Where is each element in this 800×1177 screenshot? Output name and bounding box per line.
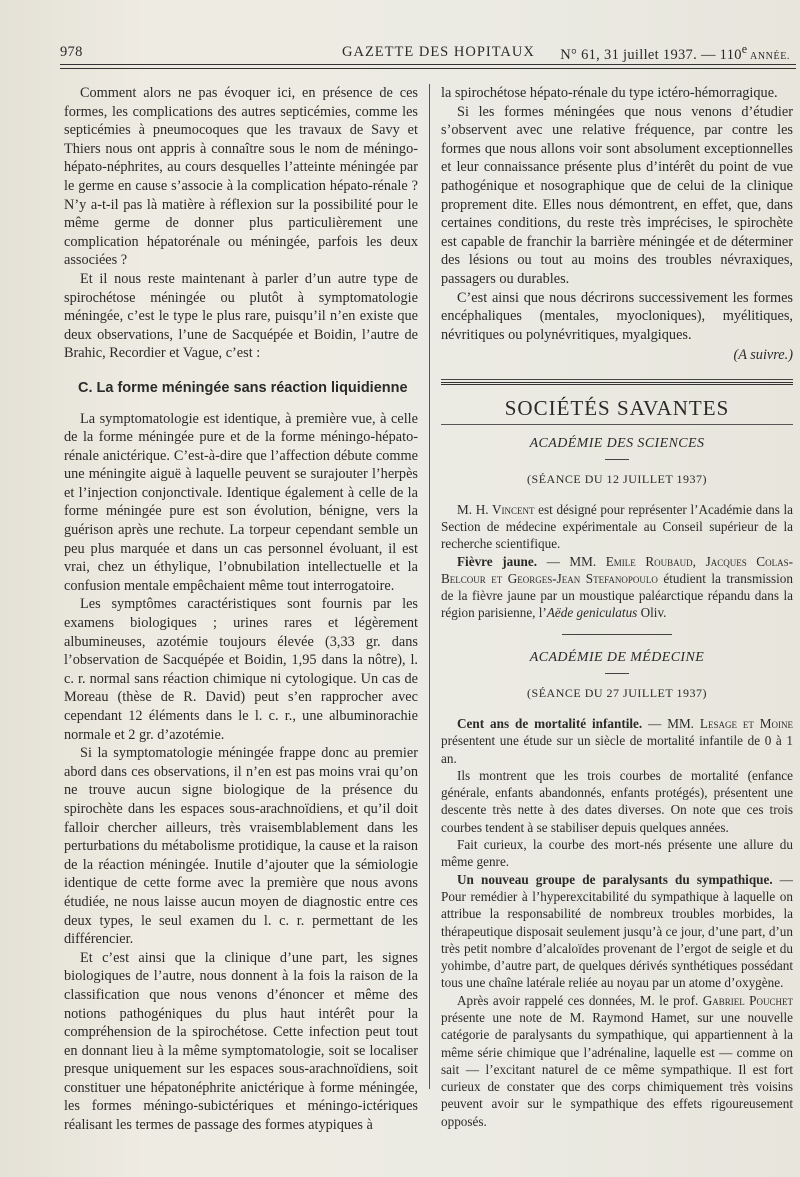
to-be-continued: (A suivre.): [733, 347, 793, 364]
mortalite-title: Cent ans de mortalité infantile.: [457, 715, 643, 731]
note-sympathique: [441, 871, 793, 992]
mortalite-text: présentent une étude sur un siècle de mortalité infantile de 0 à 1 an.: [441, 733, 793, 766]
left-paragraph-1: Comment alors ne pas évoquer ici, en présence de ces formes, les complications des autres septicémies, comme les septicémies à pneumocoques que les travaux de Savy et Thiers nous ont appris à connaître sous le nom de méningo-hépato-néphrites, au cours desquelles l’atteinte méningée par le germe en cause s’associe à la complication hépato-rénale ? N’y a-t-il pas là matière à réflexion sur la possibilité pour le même germe de donner plus particulièrement une complication hépatorénale ou méningée, parfois les deux associées ?: [64, 85, 418, 269]
fievre-jaune-authors: — MM. Emile Roubaud, Jacques Colas-Belcour et Georges-Jean Stefanopoulo: [441, 553, 793, 586]
left-paragraph-6: Et c’est ainsi que la clinique d’une part, les signes biologiques de l’autre, nous donnent à la fois la raison de la classification que nous venons d’énoncer et même des notions pathogéniques du plus haut intérêt pour la compréhension de la spirochétose. Cette infection peut tout en donnant lieu à la même symptomatologie, soit se localiser presque uniquement sur les espaces sous-arachnoïdiens, soit constituer une hépatonéphrite anictérique à forme méningée, les formes méningo-subictériques et méningo-ictériques réalisant les termes de passage des formes atypiques à: [64, 949, 418, 1134]
note-fievre-jaune: [441, 553, 793, 622]
issue-sup: e: [741, 42, 748, 56]
left-paragraph-4: Les symptômes caractéristiques sont fournis par les examens biologiques ; urines rares et légèrement albumineuses, azotémie toujours élevée (3,33 gr. dans l’observation de Sacquépée et Boidin, 1,95 dans la nôtre), l. c. r. normal sans réaction chimique ni cytologique. Un cas de Moreau (thèse de R. David) peut s’en rapprocher avec cependant 12 éléments dans le l. c. r., une albuminorachie normale et 2 gr. d’azotémie.: [64, 596, 418, 743]
section-rule-bottom: [441, 424, 793, 425]
page-header: [60, 40, 794, 64]
header-rule-top: [60, 64, 796, 65]
left-paragraph-5: Si la symptomatologie méningée frappe donc au premier abord dans ces observations, il n’en est pas moins vrai qu’on ne trouve aucun signe biologique de la présence du spirochète dans les espaces sous-arachnoïdiens, et qu’il doit falloir chercher ailleurs, très vraisemblablement dans les perturbations du métabolisme protidique, la cause et la raison de la réaction méningée. Inutile d’ajouter que la sémiologie identique de cette forme avec la première que nous avons étudiée, ne nous laisse aucun moyen de diagnostic entre ces deux types, le seul examen du l. c. r. permettant de les différencier.: [64, 745, 418, 948]
section-subheading: C. La forme méningée sans réaction liquidienne: [78, 379, 408, 396]
note-courbes: Ils montrent que les trois courbes de mortalité (enfance générale, enfants abandonnés, enfants protégés), présentent une descente très nette à des dates diverses. On note que ces trois courbes tendent à se stabiliser depuis quelques années.: [441, 767, 793, 835]
left-paragraph-2: Et il nous reste maintenant à parler d’un autre type de spirochétose méningée ou plutôt à symptomatologie méningée, c’est le type le plus rare, puisqu’il n’en existe que deux observations, l’une de Sacquépée et Boidin, l’autre de Brahic, Recordier et Vague, c’est :: [64, 270, 418, 362]
right-paragraph-2: Si les formes méningées que nous venons d’étudier s’observent avec une relative fréquence, par contre les formes que nous allons voir sont absolument exceptionnelles et leur connaissance présente plus d’intérêt du point de vue pathogénique et nosographique que de celui de la clinique proprement dite. Elles nous démontrent, en effet, que, dans certaines conditions, du reste très imprécises, le spirochète est capable de franchir la barrière méningée et de déterminer des lésions ou tout au moins des troubles névraxiques, passagers ou durables.: [441, 103, 793, 287]
sciences-notes: [441, 501, 793, 622]
seance-date-2: (SÉANCE DU 27 JUILLET 1937): [527, 686, 707, 701]
author-vincent: M. H. Vincent: [457, 501, 535, 517]
fievre-jaune-text: étudient la transmission de la fièvre jaune par un moustique paléarctique répandu dans la région parisienne, l’: [441, 570, 793, 621]
left-paragraph-3: La symptomatologie est identique, à première vue, à celle de la forme méningée pure et de la forme méningo-hépato-rénale anictérique. C’est-à-dire que l’affection débute comme une méningite aiguë à laquelle peuvent se surajouter l’herpès et l’injection conjonctivale. Identique également à celle de la forme méningée pure est son évolution, bénigne, vers la guérison après une rechute. La torpeur cependant semble un peu plus marquée et dans un cas personnel évoluant, il est vrai, chez un éthylique, l’obnubilation intellectuelle et la confusion mentale empêchaient même tout interrogatoire.: [64, 410, 418, 594]
section-title: SOCIÉTÉS SAVANTES: [504, 395, 730, 420]
sympathique-title: Un nouveau groupe de paralysants du sympathique.: [457, 871, 773, 887]
pouchet-text: présente une note de M. Raymond Hamet, sur une nouvelle catégorie de paralysants du sympathique, qui appartiennent à la même série chimique que l’adrénaline, laquelle est — comme on sait — l’excitant naturel de ce même sympathique. Il est fort curieux de constater que des corps chimiquement très voisins peuvent avoir sur le sympathique des effets rigoureusement opposés.: [441, 1010, 793, 1129]
issue-year: ANNÉE.: [747, 50, 790, 62]
short-rule: [605, 459, 629, 460]
medecine-notes: [441, 715, 793, 1130]
species-name: Aëde geniculatus: [546, 605, 638, 621]
section-rule-double: [441, 382, 793, 387]
seance-date-1: (SÉANCE DU 12 JUILLET 1937): [527, 472, 707, 487]
fievre-jaune-end: Oliv.: [637, 605, 667, 621]
journal-title: GAZETTE DES HOPITAUX: [342, 44, 535, 60]
right-column: [441, 84, 793, 1130]
issue-number: N° 61, 31 juillet 1937. — 110: [560, 46, 742, 63]
pouchet-start: Après avoir rappelé ces données, M. le prof.: [457, 992, 703, 1008]
issue-line: [560, 42, 790, 64]
right-paragraph-3: C’est ainsi que nous décrirons successivement les formes encéphaliques (mentales, myocloniques), myélitiques, névritiques ou polynévritiques, myalgiques.: [441, 289, 793, 343]
note-mortalite: [441, 715, 793, 767]
left-column: [64, 84, 418, 1135]
note-vincent: [441, 501, 793, 553]
page-number: 978: [60, 44, 83, 60]
section-rule-top: [441, 379, 793, 380]
short-rule-2: [605, 673, 629, 674]
right-paragraph-1: la spirochétose hépato-rénale du type ictéro-hémorragique.: [441, 85, 778, 101]
column-divider: [429, 84, 430, 1089]
author-pouchet: Gabriel Pouchet: [702, 992, 793, 1008]
academy-medecine-heading: ACADÉMIE DE MÉDECINE: [529, 649, 705, 665]
header-rule-bottom: [60, 68, 796, 69]
note-pouchet: [441, 992, 793, 1130]
academy-sciences-heading: ACADÉMIE DES SCIENCES: [529, 435, 705, 451]
fievre-jaune-title: Fièvre jaune.: [457, 553, 538, 569]
medium-rule: [562, 634, 672, 635]
sympathique-text: — Pour remédier à l’hyperexcitabilité du sympathique à laquelle on attribue la responsabilité de nombreux troubles morbides, la thérapeutique disposait seulement jusqu’à ce jour, d’une part, d’un très petit nombre d’alcaloïdes provenant de l’ergot de seigle et du yohimbe, d’autre part, de quelques dérivés synthétiques possédant tous une chaîne latérale reliée au noyau par un atome d’oxygène.: [441, 871, 793, 991]
mortalite-authors: — MM. Lesage et Moine: [642, 715, 793, 731]
note-vincent-text: est désigné pour représenter l’Académie dans la Section de médecine expérimentale au Conseil supérieur de la recherche scientifique.: [441, 501, 794, 552]
note-mort-nes: Fait curieux, la courbe des mort-nés présente une allure du même genre.: [441, 837, 793, 870]
